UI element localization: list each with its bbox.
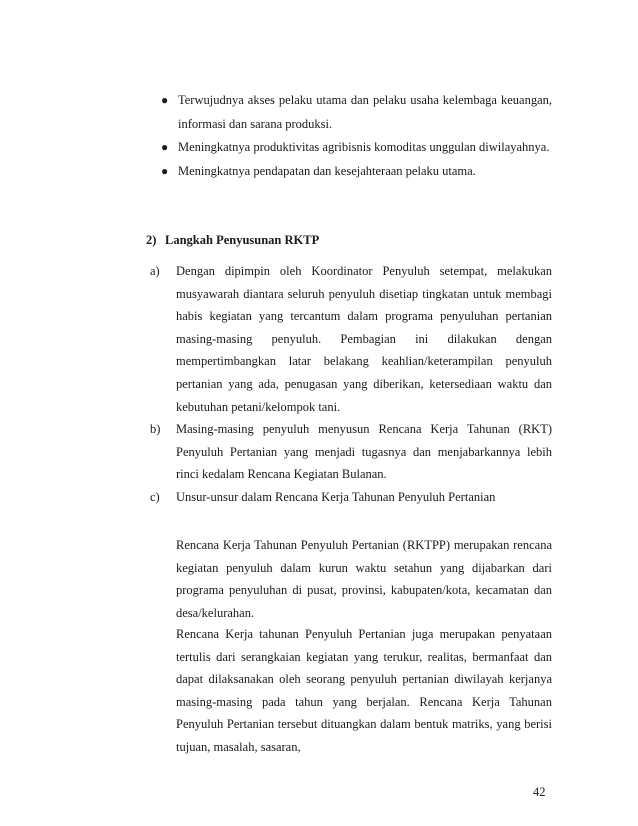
bullet-list xyxy=(160,89,552,183)
list-item xyxy=(150,418,552,486)
section-heading xyxy=(146,231,319,249)
list-marker: a) xyxy=(150,264,160,278)
bullet-item xyxy=(160,89,552,136)
list-text: Unsur-unsur dalam Rencana Kerja Tahunan Penyuluh Pertanian xyxy=(176,489,496,504)
bullet-text: Meningkatnya pendapatan dan kesejahteraan pelaku utama. xyxy=(178,163,476,178)
section-number: 2) xyxy=(146,233,157,247)
bullet-item xyxy=(160,160,552,184)
steps-list xyxy=(150,260,552,509)
list-text: Masing-masing penyuluh menyusun Rencana Kerja Tahunan (RKT) Penyuluh Pertanian yang menjadi tugasnya dan menjabarkannya lebih rinci kedalam Rencana Kegiatan Bulanan. xyxy=(176,422,552,482)
bullet-icon: ● xyxy=(161,93,169,107)
list-item xyxy=(150,260,552,418)
list-marker: c) xyxy=(150,489,160,504)
body-paragraph: Rencana Kerja tahunan Penyuluh Pertanian juga merupakan penyataan tertulis dari serangkaian kegiatan yang terukur, realitas, bermanfaat dan dapat dilaksanakan oleh seorang penyuluh pertanian diwilayah kerjanya masing-masing pada tahun yang berjalan. Rencana Kerja Tahunan Penyuluh Pertanian tersebut dituangkan dalam bentuk matriks, yang berisi tujuan, masalah, sasaran, xyxy=(176,627,552,754)
body-paragraph: Rencana Kerja Tahunan Penyuluh Pertanian (RKTPP) merupakan rencana kegiatan penyuluh dalam kurun waktu setahun yang dijabarkan dari programa penyuluhan di pusat, provinsi, kabupaten/kota, kecamatan dan desa/kelurahan. xyxy=(176,538,552,620)
bullet-icon: ● xyxy=(161,140,169,154)
list-item xyxy=(150,486,552,509)
list-text: Dengan dipimpin oleh Koordinator Penyuluh setempat, melakukan musyawarah diantara seluruh penyuluh disetiap tingkatan untuk membagi habis kegiatan yang tercantum dalam programa penyuluhan pertanian masing-masing penyuluh. Pembagian ini dilakukan dengan mempertimbangkan latar belakang keahlian/keterampilan penyuluh pertanian yang ada, penugasan yang diberikan, ketersediaan waktu dan kebutuhan petani/kelompok tani. xyxy=(176,264,552,414)
bullet-item xyxy=(160,136,552,160)
bullet-icon: ● xyxy=(161,163,169,178)
bullet-text: Meningkatnya produktivitas agribisnis komoditas unggulan diwilayahnya. xyxy=(178,140,550,154)
section-title: Langkah Penyusunan RKTP xyxy=(165,233,320,247)
list-marker: b) xyxy=(150,422,161,437)
bullet-text: Terwujudnya akses pelaku utama dan pelaku usaha kelembaga keuangan, informasi dan sarana produksi. xyxy=(178,93,552,131)
page-number: 42 xyxy=(533,785,546,799)
